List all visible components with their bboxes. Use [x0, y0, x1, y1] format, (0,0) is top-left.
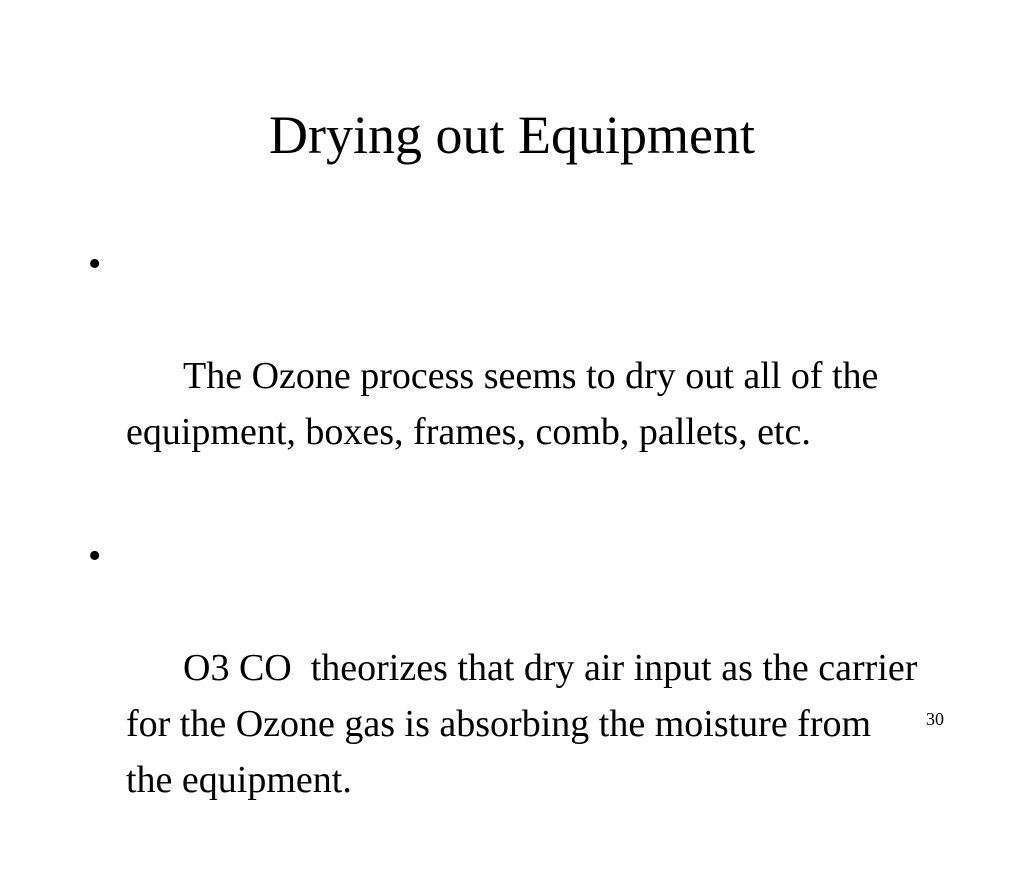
bullet-icon: •: [88, 535, 102, 577]
bullet-item: [88, 236, 918, 516]
bullet-icon: •: [88, 243, 102, 285]
bullet-text: The Ozone process seems to dry out all of the equipment, boxes, frames, comb, pallets, etc.: [126, 355, 888, 453]
bullet-list: [88, 236, 927, 876]
bullet-item: [88, 528, 927, 864]
bullet-text: O3 CO theorizes that dry air input as the carrier for the Ozone gas is absorbing the moisture from the equipment.: [126, 647, 927, 801]
page-number: 30: [926, 709, 944, 729]
slide-title: Drying out Equipment: [269, 105, 755, 165]
